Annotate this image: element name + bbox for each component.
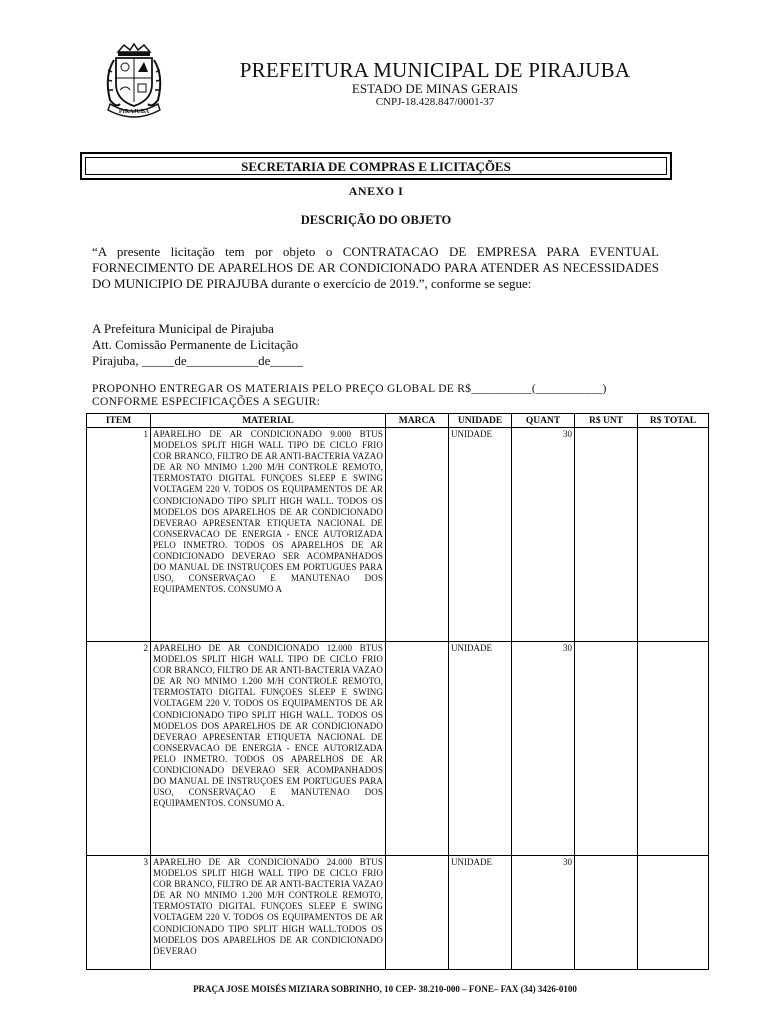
quantity-cell: 30 (512, 856, 575, 970)
item-number: 3 (87, 856, 151, 970)
column-header-brand: MARCA (386, 414, 449, 428)
table-row (87, 642, 709, 856)
material-description: APARELHO DE AR CONDICIONADO 24.000 BTUS MODELOS SPLIT HIGH WALL TIPO DE CICLO FRIO COR BRANCO, FILTRO DE AR ANTI-BACTERIA VAZAO DE AR NO MNIMO 1.200 M/H CONTROLE REMOTO, TERMOSTATO DIGITAL FUNÇOES SLEEP E SWING VOLTAGEM 220 V. TODOS OS EQUIPAMENTOS DE AR CONDICIONADO TIPO SPLIT HIGH WALL.TODOS OS MODELOS DOS APARELHOS DE AR CONDICIONADO DEVERAO (153, 857, 383, 956)
svg-text:PIRAJUBA: PIRAJUBA (118, 109, 150, 115)
description-title: DESCRIÇÃO DO OBJETO (300, 213, 452, 227)
column-header-total-price: R$ TOTAL (638, 414, 709, 428)
unit-price-cell[interactable] (575, 856, 638, 970)
unit-price-cell[interactable] (575, 642, 638, 856)
table-row (87, 856, 709, 970)
brand-cell[interactable] (386, 642, 449, 856)
footer-address: PRAÇA JOSE MOISÉS MIZIARA SOBRINHO, 10 CEP- 38.210-000 – FONE– FAX (34) 3426-0100 (193, 984, 577, 994)
unit-cell: UNIDADE (449, 856, 512, 970)
proposal-text (92, 383, 692, 409)
brand-cell[interactable] (386, 428, 449, 642)
column-header-unit-price: R$ UNT (575, 414, 638, 428)
column-header-item: ITEM (87, 414, 151, 428)
item-number: 2 (87, 642, 151, 856)
material-description: APARELHO DE AR CONDICIONADO 9.000 BTUS MODELOS SPLIT HIGH WALL TIPO DE CICLO FRIO COR BRANCO, FILTRO DE AR ANTI-BACTERIA VAZAO DE AR NO MNIMO 1.200 M/H CONTROLE REMOTO, TERMOSTATO DIGITAL FUNÇOES SLEEP E SWING VOLTAGEM 220 V. TODOS OS EQUIPAMENTOS DE AR CONDICIONADO TIPO SPLIT HIGH WALL. TODOS OS MODELOS DOS APARELHOS DE AR CONDICIONADO DEVERAO APRESENTAR ETIQUETA NACIONAL DE CONSERVACAO DE ENERGIA - ENCE AUTORIZADA PELO INMETRO. TODOS OS APARELHOS DE AR CONDICIONADO DEVERAO SER ACOMPANHADOS DO MANUAL DE INSTRUÇOES EM PORTUGUES PARA USO, CONSERVAÇAO E MANUTENAO DOS EQUIPAMENTOS. CONSUMO A (151, 428, 386, 642)
table-header-row (87, 414, 709, 428)
column-header-unit: UNIDADE (449, 414, 512, 428)
table-row (87, 428, 709, 642)
address-line-2: Att. Comissão Permanente de Licitação (92, 337, 299, 352)
item-number: 1 (87, 428, 151, 642)
object-paragraph: “A presente licitação tem por objeto o CONTRATACAO DE EMPRESA PARA EVENTUAL FORNECIMENTO DE APARELHOS DE AR CONDICIONADO PARA ATENDER AS NECESSIDADES DO MUNICIPIO DE PIRAJUBA durante o exercício de 2019.”, conforme se segue: (92, 244, 659, 291)
annex-title: ANEXO I (348, 184, 404, 198)
section-title-box (80, 152, 672, 180)
address-line-1: A Prefeitura Municipal de Pirajuba (92, 321, 274, 336)
cnpj-number: CNPJ-18.428.847/0001-37 (375, 96, 495, 108)
quantity-cell: 30 (512, 642, 575, 856)
total-price-cell[interactable] (638, 428, 709, 642)
total-price-cell[interactable] (638, 856, 709, 970)
address-date-line: Pirajuba, _____de___________de_____ (92, 353, 303, 368)
material-description: APARELHO DE AR CONDICIONADO 12.000 BTUS MODELOS SPLIT HIGH WALL TIPO DE CICLO FRIO COR BRANCO, FILTRO DE AR ANTI-BACTERIA VAZAO DE AR NO MNIMO 1.200 M/H CONTROLE REMOTO, TERMOSTATO DIGITAL FUNÇOES SLEEP E SWING VOLTAGEM 220 V. TODOS OS EQUIPAMENTOS DE AR CONDICIONADO TIPO SPLIT HIGH WALL. TODOS OS MODELOS DOS APARELHOS DE AR CONDICIONADO DEVERAO APRESENTAR ETIQUETA NACIONAL DE CONSERVACAO DE ENERGIA - ENCE AUTORIZADA PELO INMETRO. TODOS OS APARELHOS DE AR CONDICIONADO DEVERAO SER ACOMPANHADOS DO MANUAL DE INSTRUÇOES EM PORTUGUES PARA USO, CONSERVAÇAO E MANUTENAO DOS EQUIPAMENTOS. CONSUMO A. (151, 642, 386, 856)
column-header-quantity: QUANT (512, 414, 575, 428)
items-table (86, 413, 709, 970)
municipal-seal-icon (100, 42, 168, 118)
quantity-cell: 30 (512, 428, 575, 642)
total-price-cell[interactable] (638, 642, 709, 856)
unit-cell: UNIDADE (449, 642, 512, 856)
column-header-material: MATERIAL (151, 414, 386, 428)
unit-cell: UNIDADE (449, 428, 512, 642)
brand-cell[interactable] (386, 856, 449, 970)
municipality-title: PREFEITURA MUNICIPAL DE PIRAJUBA (239, 58, 631, 82)
material-description-cell (151, 856, 386, 970)
section-title: SECRETARIA DE COMPRAS E LICITAÇÕES (85, 157, 667, 175)
unit-price-cell[interactable] (575, 428, 638, 642)
proposal-line-1: PROPONHO ENTREGAR OS MATERIAIS PELO PREÇO GLOBAL DE R$__________(___________) (92, 383, 607, 395)
state-name: ESTADO DE MINAS GERAIS (351, 81, 519, 96)
proposal-line-2: CONFORME ESPECIFICAÇÕES A SEGUIR: (92, 396, 321, 408)
